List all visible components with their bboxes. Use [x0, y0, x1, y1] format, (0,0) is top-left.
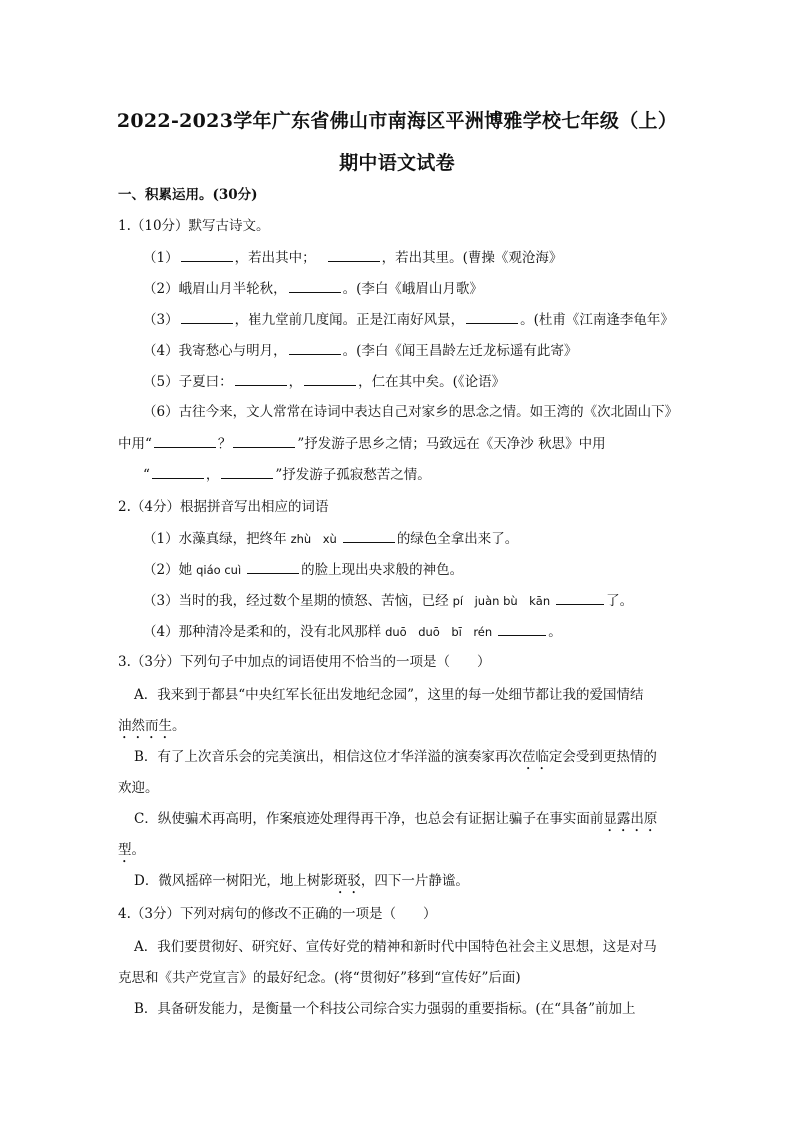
q4-stem: 4.（3分）下列对病句的修改不正确的一项是（ ）	[118, 906, 437, 922]
q3-option-a-line1: A．我来到于都县“中央红军长征出发地纪念园”，这里的每一处细节都让我的爱国情结	[134, 687, 644, 703]
q1-sub4-text2: 。(李白《闻王昌龄左迁龙标遥有此寄》	[342, 343, 578, 359]
q1-sub6-line2	[118, 434, 606, 453]
answer-blank[interactable]	[289, 279, 341, 293]
q1-sub1-num: （1）	[143, 250, 179, 266]
answer-blank[interactable]	[181, 310, 233, 324]
q2-sub3-text1: （3）当时的我，经过数个星期的愤怒、苦恼，已经	[143, 593, 449, 609]
q1-sub5-text2: ，仁在其中矣。(《论语》	[358, 374, 506, 390]
q1-sub6-text1: 中用“	[118, 436, 152, 452]
q3-option-c-line1	[134, 810, 657, 835]
q3-option-c-line2	[118, 841, 145, 866]
q3-option-c-dotted-word: 显露出原	[603, 811, 658, 827]
q1-sub2-text2: 。(李白《峨眉山月歌》	[342, 281, 483, 297]
answer-blank[interactable]	[328, 248, 380, 262]
q1-sub5-text1: （5）子夏曰：	[143, 374, 233, 390]
answer-blank[interactable]	[181, 248, 233, 262]
answer-blank[interactable]	[233, 434, 295, 448]
q1-stem: 1.（10分）默写古诗文。	[118, 218, 270, 234]
q1-sub5	[143, 372, 505, 391]
exam-title-line2: 期中语文试卷	[339, 152, 455, 174]
answer-blank[interactable]	[304, 372, 356, 386]
q3-option-d-dotted-word: 斑驳	[333, 873, 361, 889]
q1-sub6-text3: “	[143, 467, 150, 483]
q2-sub2-text2: 的脸上现出央求般的神色。	[301, 562, 464, 578]
q3-option-c-end: 。	[131, 842, 145, 858]
q3-option-b-text1: B．有了上次音乐会的完美演出，相信这位才华洋溢的演奏家再次	[134, 749, 522, 765]
q1-sub1	[143, 248, 562, 267]
q2-sub1-pinyin: zhù xù	[290, 532, 337, 546]
q3-option-c-dotted-word-end: 型	[118, 842, 132, 858]
answer-blank[interactable]	[247, 560, 299, 574]
q2-sub4-text1: （4）那种清冷是柔和的，没有北风那样	[143, 624, 382, 640]
q2-sub4	[143, 622, 562, 641]
q1-sub1-text2: ，若出其里。(曹操《观沧海》	[381, 250, 563, 266]
q3-option-d-text2: ，四下一片静谧。	[360, 873, 469, 889]
answer-blank[interactable]	[289, 341, 341, 355]
q1-sub6-text2: ”抒发游子思乡之情；马致远在《天净沙 秋思》中用	[297, 436, 606, 452]
q1-sub3-num: （3）	[143, 312, 179, 328]
q3-option-b-text2: 定会受到更热情的	[548, 749, 657, 765]
answer-blank[interactable]	[221, 465, 273, 479]
q1-sub5-comma: ，	[288, 374, 303, 390]
q1-sub1-text1: ，若出其中；	[234, 250, 316, 266]
q4-option-b-line1: B．具备研发能力，是衡量一个科技公司综合实力强弱的重要指标。(在“具备”前加上	[134, 1001, 636, 1017]
q2-sub3	[143, 591, 633, 610]
q2-sub4-text2: 。	[548, 624, 562, 640]
q2-sub2	[143, 560, 463, 579]
q1-sub4-text1: （4）我寄愁心与明月，	[143, 343, 287, 359]
q1-sub3	[143, 310, 674, 329]
q2-sub3-text2: 了。	[606, 593, 634, 609]
q3-option-b-line1	[134, 748, 657, 773]
q2-sub2-text1: （2）她	[143, 562, 193, 578]
q4-option-a-line1: A．我们要贯彻好、研究好、宣传好党的精神和新时代中国特色社会主义思想，这是对马	[134, 939, 657, 955]
q3-option-b-line2: 欢迎。	[118, 780, 159, 796]
q3-option-a-end: 。	[172, 718, 186, 734]
exam-title-line1: 2022-2023学年广东省佛山市南海区平洲博雅学校七年级（上）	[116, 110, 678, 132]
q3-option-a-dotted-word: 油然而生	[118, 718, 172, 734]
q2-sub3-pinyin: pí juàn bù kān	[452, 594, 551, 608]
answer-blank[interactable]	[556, 591, 604, 605]
q3-option-d	[134, 872, 469, 897]
answer-blank[interactable]	[466, 310, 518, 324]
q1-sub3-text1: ，崔九堂前几度闻。正是江南好风景，	[234, 312, 465, 328]
section-heading: 一、积累运用。(30分)	[118, 187, 258, 203]
q1-sub2	[143, 279, 483, 298]
q2-sub1-text2: 的绿色全拿出来了。	[396, 531, 519, 547]
answer-blank[interactable]	[498, 622, 546, 636]
q4-option-a-line2: 克思和《共产党宣言》的最好纪念。(将“贯彻好”移到“宣传好”后面)	[118, 970, 521, 986]
answer-blank[interactable]	[152, 465, 204, 479]
q1-sub6-text4: ”抒发游子孤寂愁苦之情。	[275, 467, 431, 483]
answer-blank[interactable]	[343, 529, 395, 543]
q1-sub6-comma: ，	[205, 467, 220, 483]
q2-sub4-pinyin: duō duō bī rén	[385, 625, 493, 639]
q3-option-a-line2	[118, 717, 186, 742]
q2-sub2-pinyin: qiáo cuì	[196, 563, 242, 577]
q3-option-c-text1: C．纵使骗术再高明，作案痕迹处理得再干净，也总会有证据让骗子在事实面前	[134, 811, 604, 827]
q2-sub1	[143, 529, 518, 548]
q1-sub6-qmark: ？	[217, 436, 232, 452]
q1-sub3-text2: 。(杜甫《江南逢李龟年》	[520, 312, 674, 328]
q1-sub2-text1: （2）峨眉山月半轮秋，	[143, 281, 287, 297]
q3-stem: 3.（3分）下列句子中加点的词语使用不恰当的一项是（ ）	[118, 654, 491, 670]
q3-option-b-dotted-word: 莅临	[521, 749, 549, 765]
q3-option-d-text1: D．微风摇碎一树阳光，地上树影	[134, 873, 334, 889]
answer-blank[interactable]	[235, 372, 287, 386]
q1-sub6-line3	[143, 465, 431, 484]
answer-blank[interactable]	[154, 434, 216, 448]
q1-sub4	[143, 341, 577, 360]
q2-stem: 2.（4分）根据拼音写出相应的词语	[118, 499, 329, 515]
q1-sub6-line1: （6）古往今来，文人常常在诗词中表达自己对家乡的思念之情。如王湾的《次北固山下》	[143, 404, 679, 420]
q2-sub1-text1: （1）水藻真绿，把终年	[143, 531, 287, 547]
